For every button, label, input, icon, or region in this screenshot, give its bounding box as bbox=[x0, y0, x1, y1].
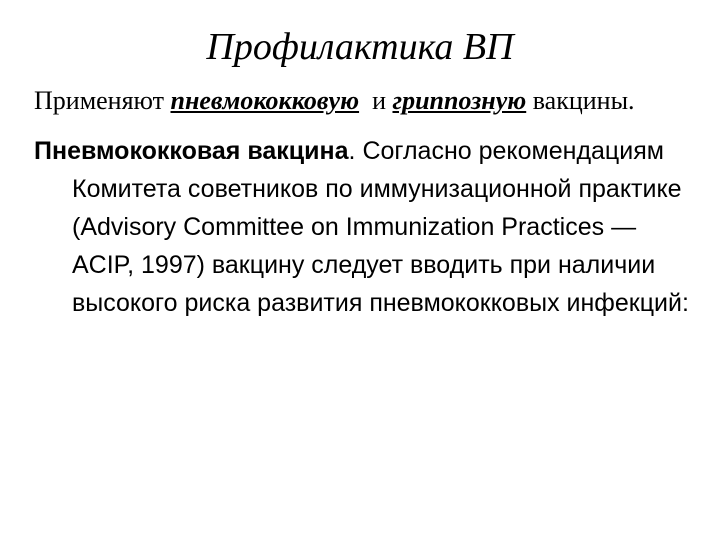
vaccines-prefix: Применяют bbox=[34, 86, 171, 115]
vaccines-suffix: вакцины. bbox=[526, 86, 635, 115]
vaccines-paragraph bbox=[34, 82, 694, 120]
slide-body bbox=[34, 82, 694, 334]
slide-title: Профилактика ВП bbox=[206, 26, 514, 68]
pneumococcal-vaccine-heading: Пневмококковая вакцина bbox=[34, 137, 349, 165]
pneumococcal-vaccine-paragraph bbox=[34, 132, 694, 322]
pneumococcal-vaccine-term: пневмококковую bbox=[170, 86, 360, 115]
vaccines-conjunction: и bbox=[359, 86, 393, 115]
influenza-vaccine-term: гриппозную bbox=[392, 86, 527, 115]
pneumococcal-vaccine-text: . Согласно рекомендациям Комитета советников по иммунизационной практике (Advisory Committee on Immunization Practices — ACIP, 1997) вакцину следует вводить при наличии высокого риска развития пневмококковых инфекций: bbox=[72, 137, 689, 317]
